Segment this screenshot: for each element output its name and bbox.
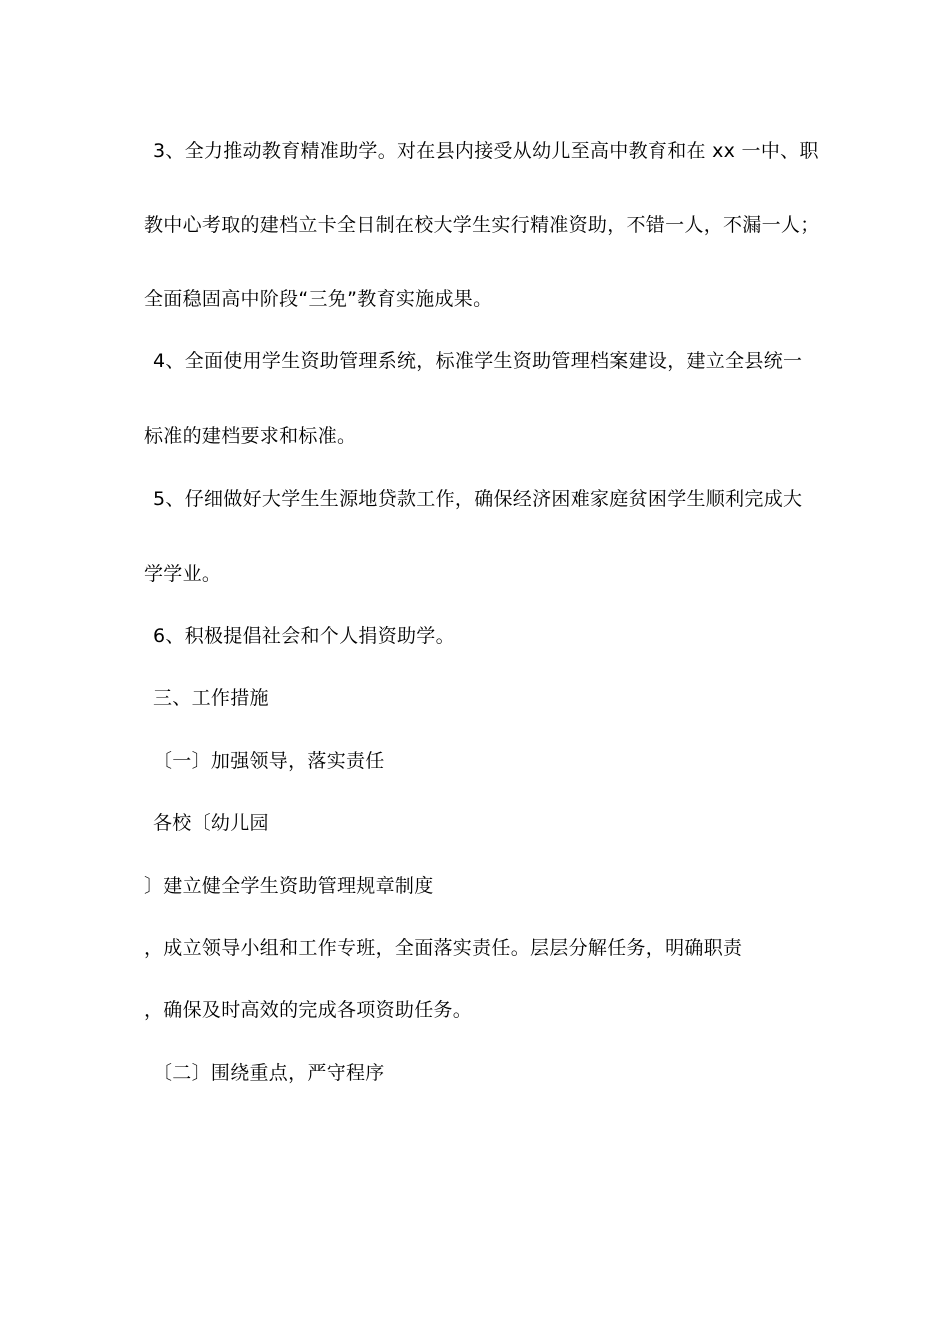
text-line-responsibility: ，成立领导小组和工作专班，全面落实责任。层层分解任务，明确职责 xyxy=(144,937,743,959)
subheading-procedure: 〔二〕围绕重点，严守程序 xyxy=(153,1062,385,1084)
section-heading-measures: 三、工作措施 xyxy=(153,687,269,709)
text-line-item-4: 4、全面使用学生资助管理系统，标准学生资助管理档案建设，建立全县统一 xyxy=(153,350,803,372)
text-line-item-5: 5、仔细做好大学生生源地贷款工作，确保经济困难家庭贫困学生顺利完成大 xyxy=(153,488,803,510)
text-line-item-3-cont-1: 教中心考取的建档立卡全日制在校大学生实行精准资助，不错一人，不漏一人； xyxy=(144,214,820,236)
text-line-item-3-cont-2: 全面稳固高中阶段“三免”教育实施成果。 xyxy=(144,288,493,310)
text-line-regulations: 〕建立健全学生资助管理规章制度 xyxy=(144,875,434,897)
text-line-item-6: 6、积极提倡社会和个人捐资助学。 xyxy=(153,625,455,647)
text-line-item-4-cont: 标准的建档要求和标准。 xyxy=(144,425,357,447)
text-line-schools: 各校〔幼儿园 xyxy=(153,812,269,834)
subheading-leadership: 〔一〕加强领导，落实责任 xyxy=(153,750,385,772)
text-line-item-5-cont: 学学业。 xyxy=(144,563,222,585)
text-line-tasks: ，确保及时高效的完成各项资助任务。 xyxy=(144,999,473,1021)
text-line-item-3: 3、全力推动教育精准助学。对在县内接受从幼儿至高中教育和在 xx 一中、职 xyxy=(153,140,819,162)
